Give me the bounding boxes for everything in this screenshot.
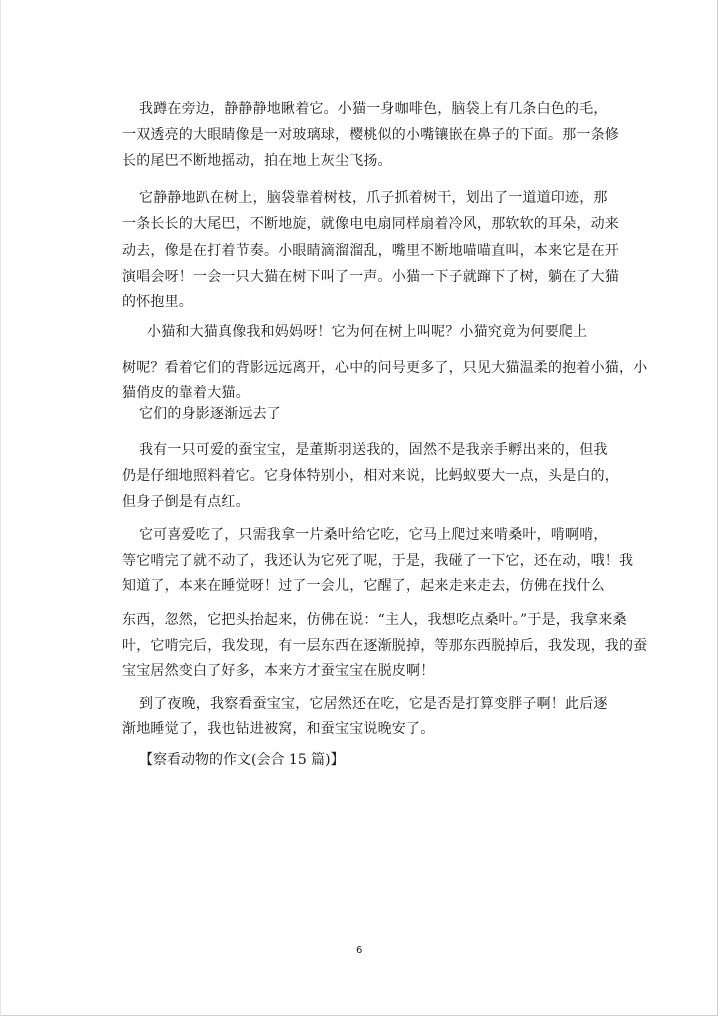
text-line: 猫俏皮的靠着大猫。 [122,385,250,401]
text-line: 它可喜爱吃了，只需我拿一片桑叶给它吃，它马上爬过来啃桑叶，啃啊啃， [139,527,608,543]
text-line: 它静静地趴在树上，脑袋靠着树枝，爪子抓着树干，划出了一道道印迹，那 [139,190,608,206]
text-line: 等它啃完了就不动了，我还认为它死了呢，于是，我碰了一下它，还在动，哦！我 [122,553,634,569]
text-line: 我有一只可爱的蚕宝宝，是董斯羽送我的，固然不是我亲手孵出来的，但我 [139,442,608,458]
text-line: 渐地睡觉了，我也钻进被窝，和蚕宝宝说晚安了。 [122,721,435,737]
text-line: 动去，像是在打着节奏。小眼睛滴溜溜乱，嘴里不断地喵喵直叫，本来它是在开 [122,243,619,259]
text-line: 一双透亮的大眼睛像是一对玻璃球，樱桃似的小嘴镶嵌在鼻子的下面。那一条修 [122,127,619,143]
text-line: 宝宝居然变白了好多，本来方才蚕宝宝在脱皮啊！ [122,663,435,679]
text-line: 它们的身影逐渐远去了 [139,406,281,422]
text-line: 我蹲在旁边，静静静地瞅着它。小猫一身咖啡色，脑袋上有几条白色的毛， [139,101,608,117]
text-line: 小猫和大猫真像我和妈妈呀！它为何在树上叫呢？小猫究竟为何要爬上 [147,324,588,340]
text-line: 一条长长的大尾巴，不断地旋，就像电电扇同样扇着冷风，那软软的耳朵，动来 [122,216,619,232]
text-line: 仍是仔细地照料着它。它身体特别小，相对来说，比蚂蚁要大一点，头是白的， [122,468,619,484]
text-line: 长的尾巴不断地摇动，拍在地上灰尘飞扬。 [122,153,392,169]
text-line: 演唱会呀！一会一只大猫在树下叫了一声。小猫一下子就蹿下了树，躺在了大猫 [122,269,619,285]
page-number: 6 [356,945,363,956]
text-line: 叶，它啃完后，我发现，有一层东西在逐渐脱掉，等那东西脱掉后，我发现，我的蚕 [122,638,648,654]
text-line: 到了夜晚，我察看蚕宝宝，它居然还在吃，它是否是打算变胖子啊！此后逐 [139,696,608,712]
section-heading: 【察看动物的作文(会合 15 篇)】 [139,752,345,768]
text-line: 的怀抱里。 [122,294,193,310]
text-line: 东西，忽然，它把头抬起来，仿佛在说：“主人，我想吃点桑叶。”于是，我拿来桑 [122,612,627,628]
text-line: 知道了，本来在睡觉呀！过了一会儿，它醒了，起来走来走去，仿佛在找什么 [122,578,605,594]
text-line: 树呢？看着它们的背影远远离开，心中的问号更多了，只见大猫温柔的抱着小猫，小 [122,360,648,376]
text-line: 但身子倒是有点红。 [122,494,250,510]
